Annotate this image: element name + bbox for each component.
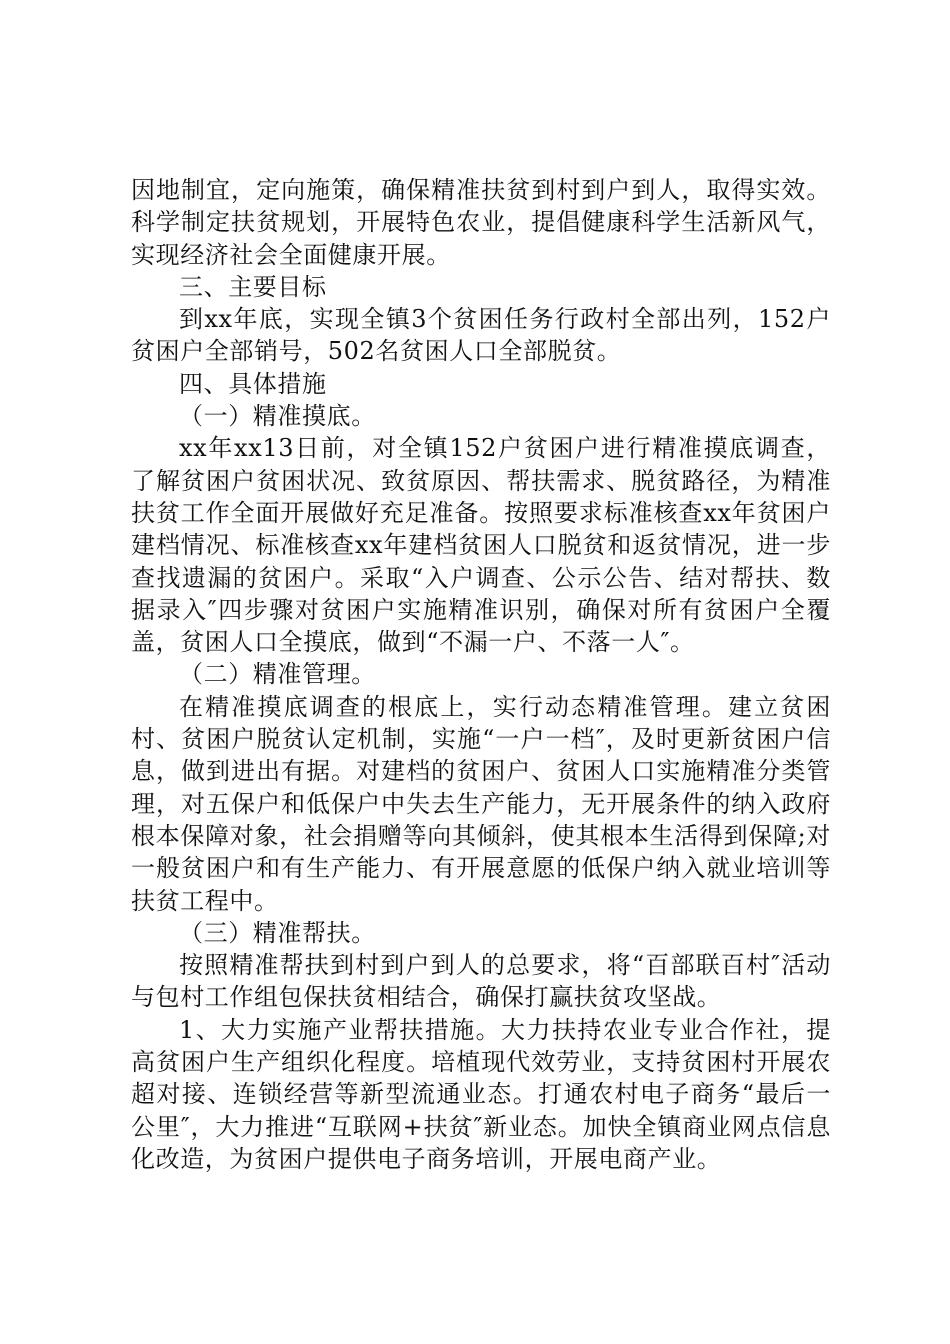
section-heading-specific-measures: 四、具体措施 — [179, 369, 327, 398]
subheading-precise-survey: （一）精准摸底。 — [179, 402, 376, 431]
document-body — [131, 174, 831, 1175]
paragraph-precise-survey: xx年xx13日前，对全镇152户贫困户进行精准摸底调查，了解贫困户贫困状况、致贫原因、帮扶需求、脱贫路径，为精准扶贫工作全面开展做好充足准备。按照要求标准核查xx年贫困户建档情况、标准核查xx年建档贫困人口脱贫和返贫情况，进一步查找遗漏的贫困户。采取“入户调查、公示公告、结对帮扶、数据录入″四步骤对贫困户实施精准识别，确保对所有贫困户全覆盖，贫困人口全摸底，做到“不漏一户、不落一人″。 — [131, 434, 831, 657]
paragraph-industry-assistance: 1、大力实施产业帮扶措施。大力扶持农业专业合作社，提高贫困户生产组织化程度。培植现代效劳业，支持贫困村开展农超对接、连锁经营等新型流通业态。打通农村电子商务“最后一公里″，大力推进“互联网+扶贫″新业态。加快全镇商业网点信息化改造，为贫困户提供电子商务培训，开展电商产业。 — [131, 1015, 831, 1173]
subheading-precise-assistance: （三）精准帮扶。 — [179, 918, 376, 947]
paragraph-precise-management: 在精准摸底调查的根底上，实行动态精准管理。建立贫困村、贫困户脱贫认定机制，实施“一户一档″，及时更新贫困户信息，做到进出有据。对建档的贫困户、贫困人口实施精准分类管理，对五保户和低保户中失去生产能力，无开展条件的纳入政府根本保障对象，社会捐赠等向其倾斜，使其根本生活得到保障;对一般贫困户和有生产能力、有开展意愿的低保户纳入就业培训等扶贫工程中。 — [131, 692, 831, 915]
paragraph-intro: 因地制宜，定向施策，确保精准扶贫到村到户到人，取得实效。科学制定扶贫规划，开展特色农业，提倡健康科学生活新风气，实现经济社会全面健康开展。 — [131, 176, 831, 269]
paragraph-goals: 到xx年底，实现全镇3个贫困任务行政村全部出列，152户贫困户全部销号，502名贫困人口全部脱贫。 — [131, 305, 831, 366]
section-heading-main-goals: 三、主要目标 — [179, 272, 327, 301]
paragraph-precise-assistance: 按照精准帮扶到村到户到人的总要求，将“百部联百村″活动与包村工作组包保扶贫相结合，确保打赢扶贫攻坚战。 — [131, 951, 831, 1012]
subheading-precise-management: （二）精准管理。 — [179, 660, 376, 689]
